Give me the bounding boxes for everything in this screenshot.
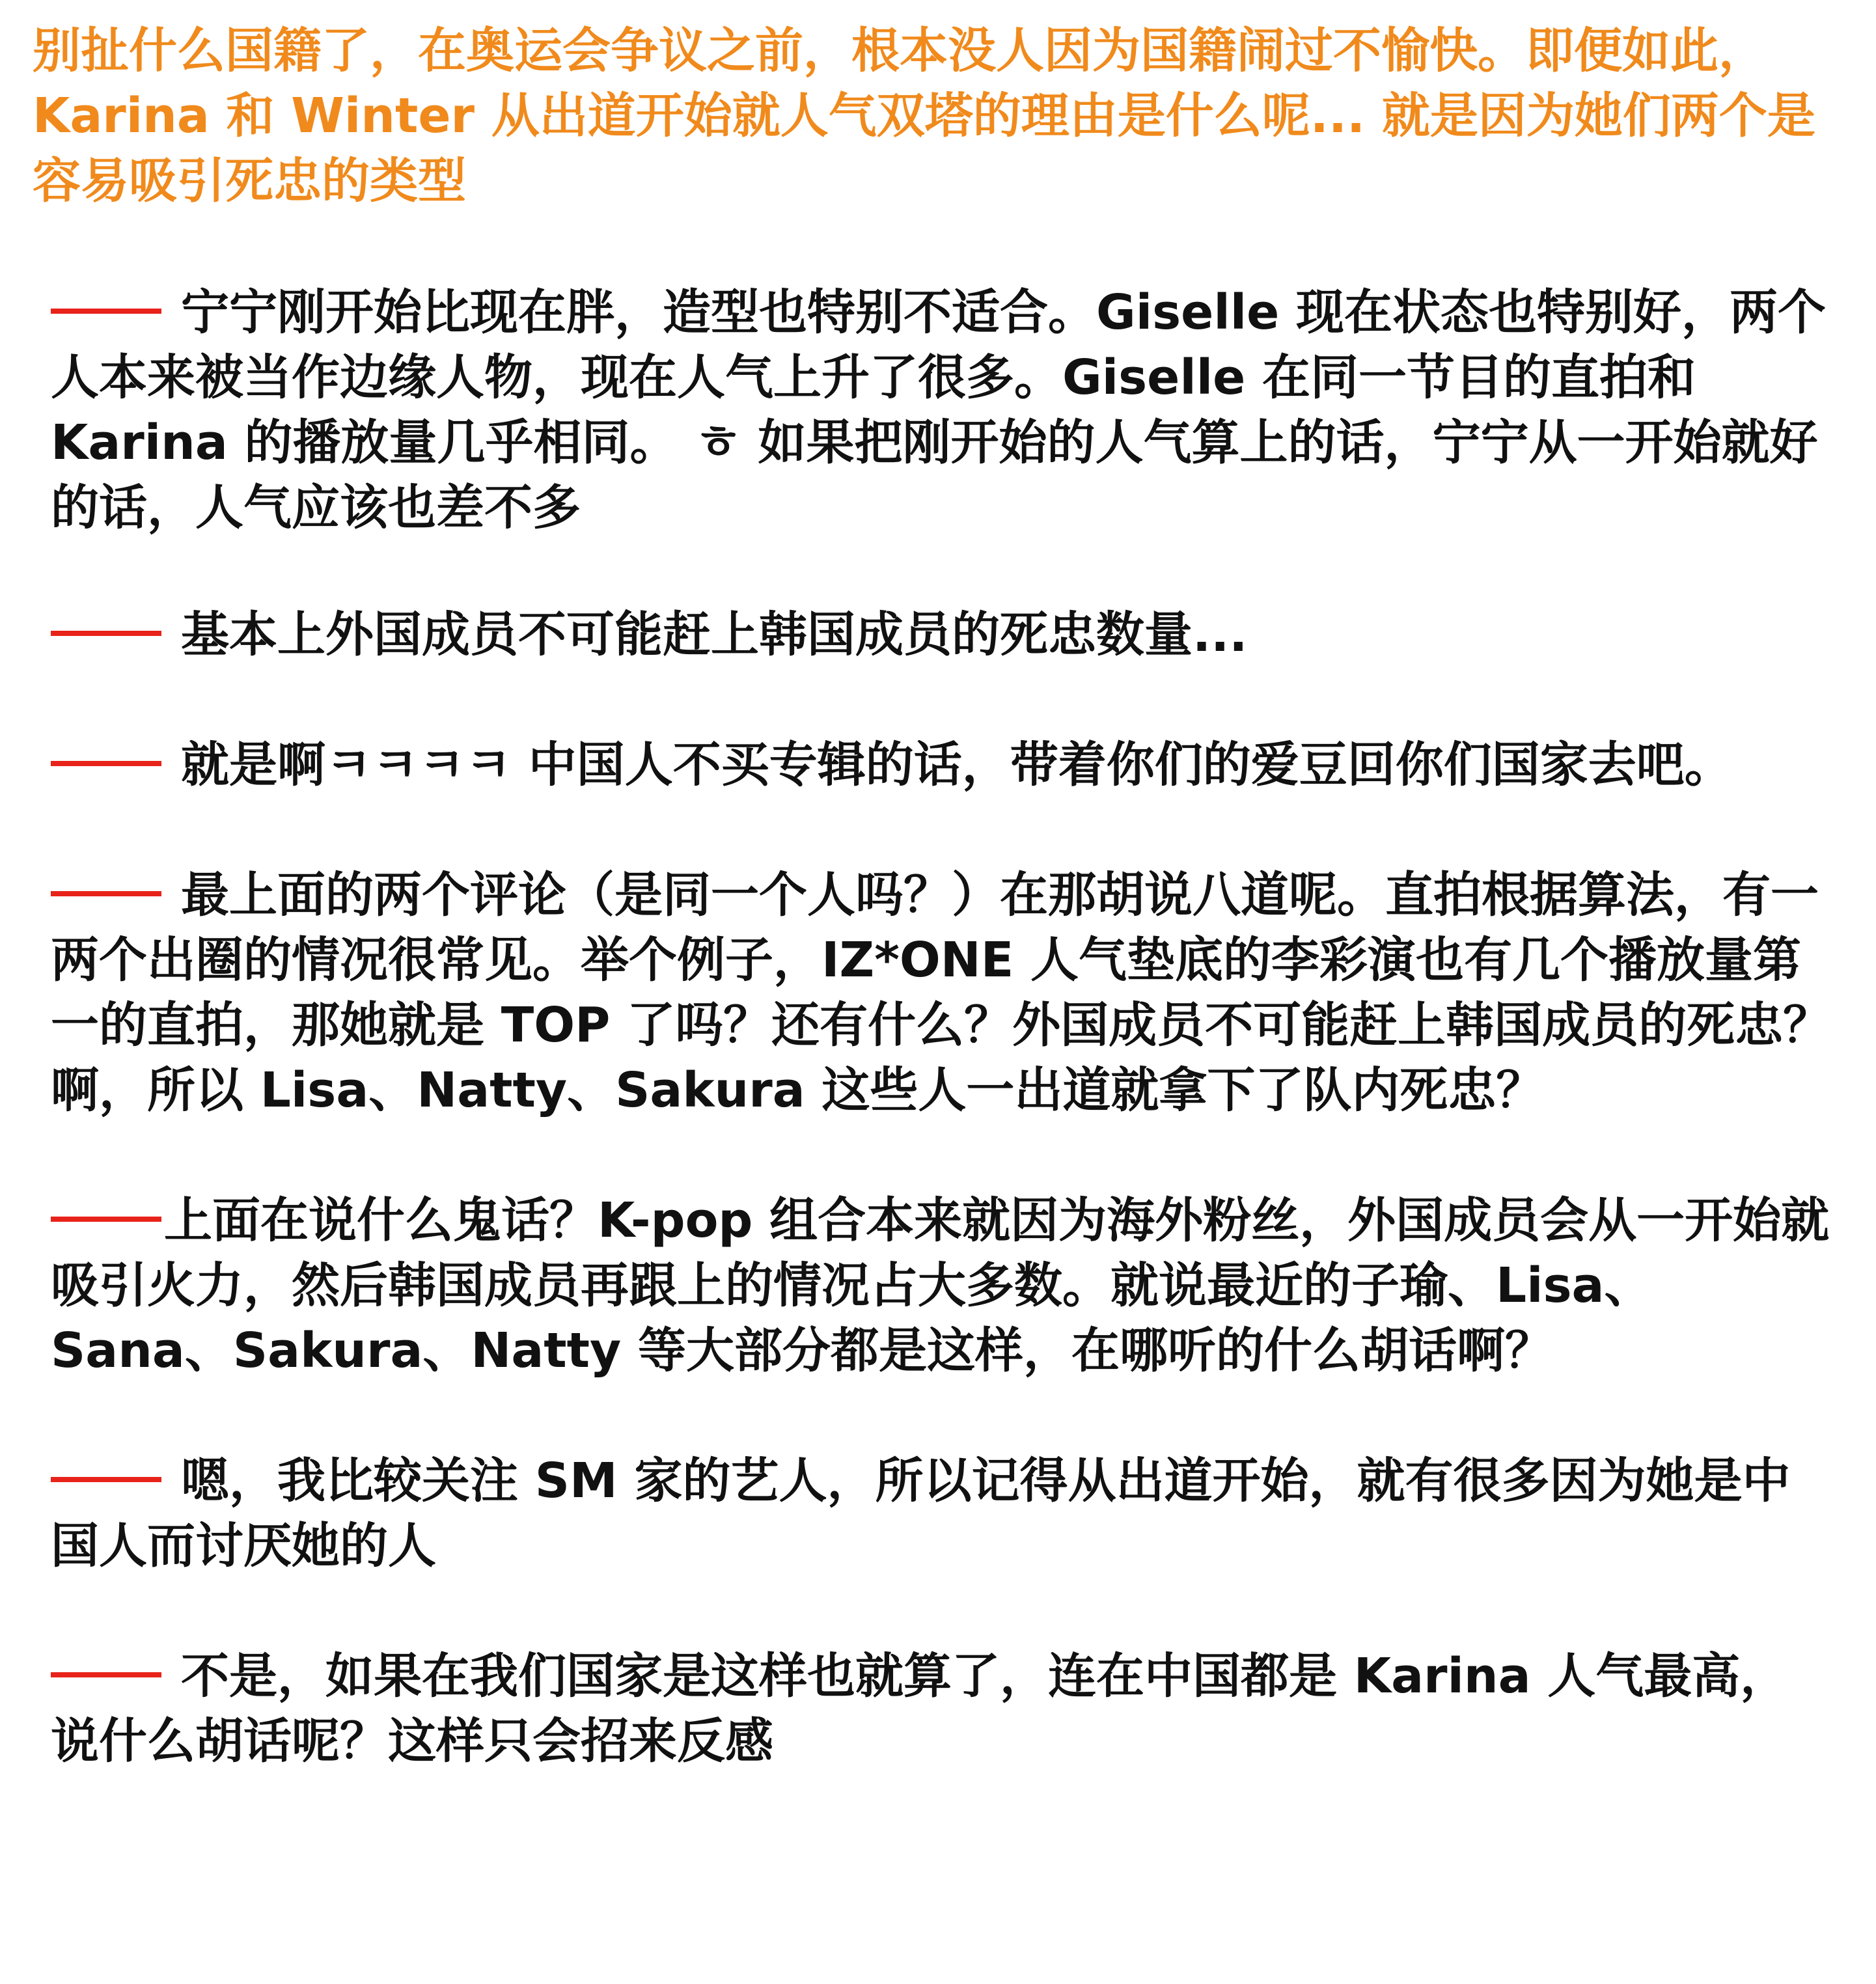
dash-marker: [51, 761, 161, 766]
dash-marker: [51, 631, 161, 636]
dash-marker: [51, 309, 161, 314]
comment: [51, 1644, 1834, 1774]
comment-text: 就是啊ㅋㅋㅋㅋ 中国人不买专辑的话，带着你们的爱豆回你们国家去吧。: [181, 737, 1733, 793]
comment-text: 上面在说什么鬼话？K-pop 组合本来就因为海外粉丝，外国成员会从一开始就吸引火力，然后韩国成员再跟上的情况占大多数。就说最近的子瑜、Lisa、Sana、Sakura、Natty 等大部分都是这样，在哪听的什么胡话啊？: [51, 1192, 1830, 1379]
dash-marker: [51, 1217, 161, 1222]
comment: [51, 862, 1834, 1123]
comment-list: [51, 280, 1834, 1774]
comment-text: 基本上外国成员不可能赶上韩国成员的死忠数量...: [181, 607, 1248, 663]
headline: 别扯什么国籍了，在奥运会争议之前，根本没人因为国籍闹过不愉快。即便如此，Karina 和 Winter 从出道开始就人气双塔的理由是什么呢... 就是因为她们两个是容易吸引死忠的类型: [33, 23, 1815, 209]
comment: [51, 280, 1834, 540]
comment-text: 最上面的两个评论（是同一个人吗？）在那胡说八道呢。直拍根据算法，有一两个出圈的情况很常见。举个例子，IZ*ONE 人气垫底的李彩演也有几个播放量第一的直拍，那她就是 TOP 了吗？还有什么？外国成员不可能赶上韩国成员的死忠？啊，所以 Lisa、Natty、Sakura 这些人一出道就拿下了队内死忠？: [51, 867, 1832, 1118]
comment: [51, 1188, 1834, 1383]
comment: [51, 732, 1834, 797]
comment-text: 宁宁刚开始比现在胖，造型也特别不适合。Giselle 现在状态也特别好，两个人本来被当作边缘人物，现在人气上升了很多。Giselle 在同一节目的直拍和 Karina 的播放量几乎相同。 ㅎ 如果把刚开始的人气算上的话，宁宁从一开始就好的话，人气应该也差不多: [51, 284, 1827, 536]
comment-text: 不是，如果在我们国家是这样也就算了，连在中国都是 Karina 人气最高，说什么胡话呢？这样只会招来反感: [51, 1648, 1789, 1769]
comment: [51, 1448, 1834, 1578]
comment: [51, 602, 1834, 667]
dash-marker: [51, 1477, 161, 1482]
dash-marker: [51, 1672, 161, 1677]
dash-marker: [51, 891, 161, 896]
comment-text: 嗯，我比较关注 SM 家的艺人，所以记得从出道开始，就有很多因为她是中国人而讨厌她的人: [51, 1453, 1791, 1574]
